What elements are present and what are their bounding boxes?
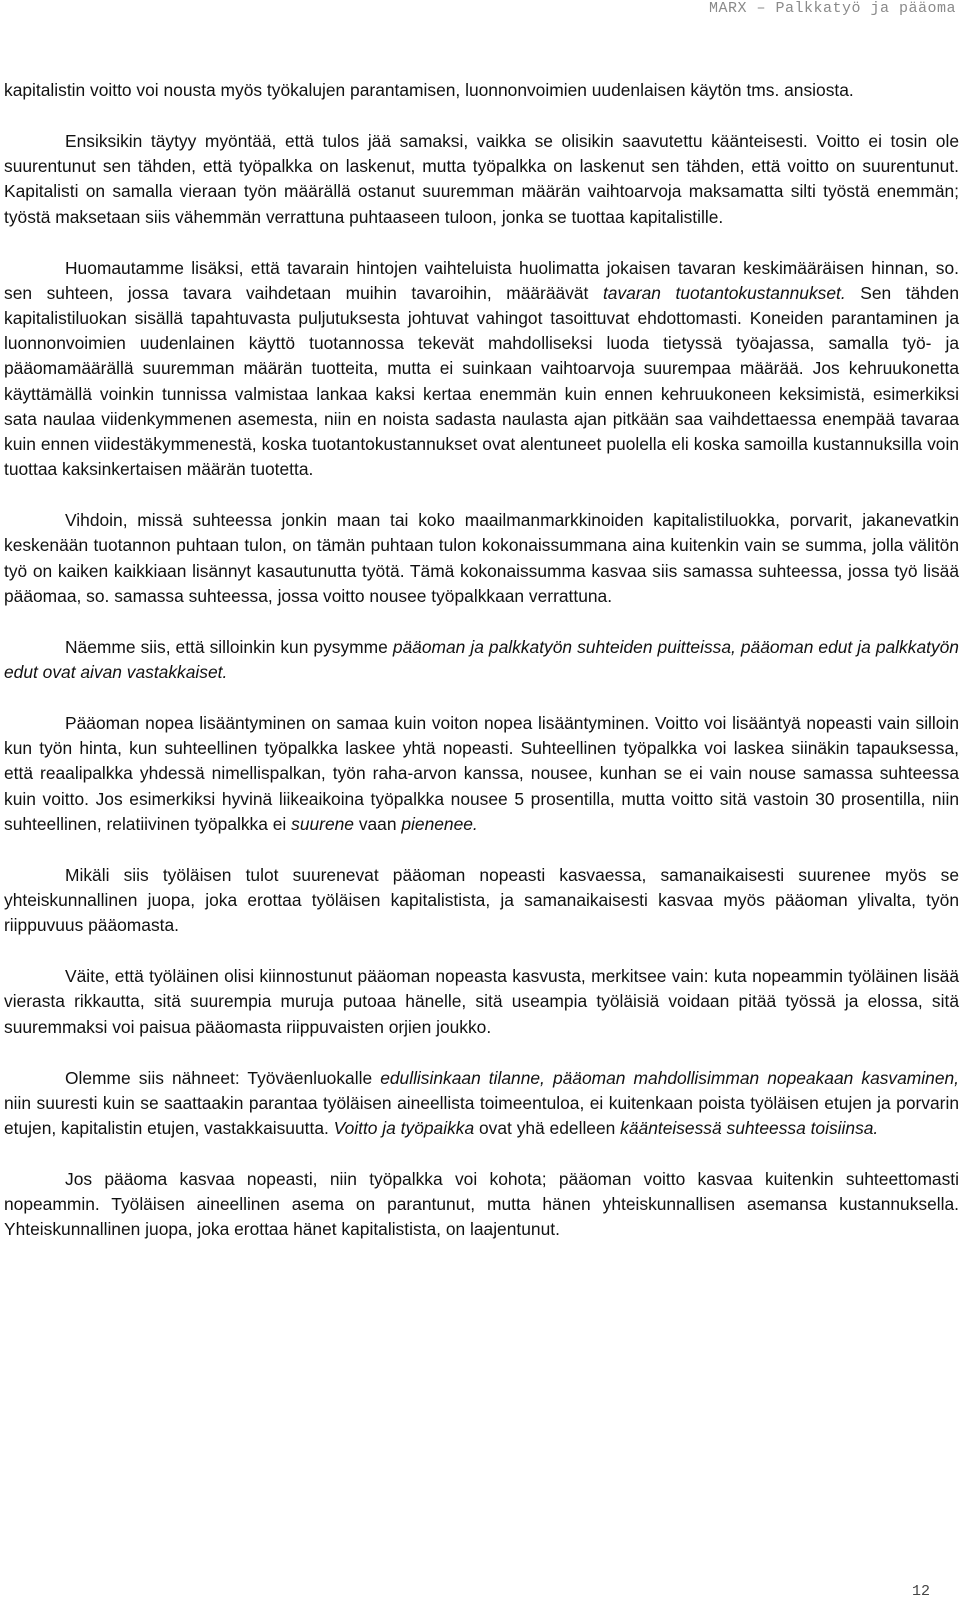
text-run: ovat yhä edelleen — [474, 1118, 621, 1139]
text-run: Pääoman nopea lisääntyminen on samaa kuin voiton nopea lisääntyminen. Voitto voi lisääntyä nopeasti vain silloin kun työn hinta, kun suhteellinen työpalkka laskee yhtä nopeasti. Suhteellinen työpalkka voi laskea siinäkin tapauksessa, että reaalipalkka yhdessä nimellispalkan, työn raha-arvon kanssa, nousee, kunhan se ei vain nouse samassa suhteessa kuin voitto. Jos esimerkiksi hyvinä liikeaikoina työpalkka nousee 5 prosentilla, mutta voitto sitä vastoin 30 prosentilla, niin suhteellinen, relatiivinen työpalkka ei — [4, 713, 959, 834]
text-run: Näemme siis, että silloinkin kun pysymme — [65, 636, 393, 657]
running-header: MARX – Palkkatyö ja pääoma — [708, 0, 956, 17]
paragraph — [4, 964, 959, 1040]
italic-text: tavaran tuotantokustannukset. — [602, 282, 846, 303]
italic-text: edullisinkaan tilanne, pääoman mahdollisimman nopeakaan kasvaminen, — [380, 1067, 959, 1088]
text-run: Mikäli siis työläisen tulot suurenevat pääoman nopeasti kasvaessa, samanaikaisesti suurenee myös se yhteiskunnallinen juopa, joka erottaa työläisen kapitalistista, ja samanaikaisesti kasvaa myös pääoman ylivalta, työn riippuvuus pääomasta. — [4, 864, 959, 936]
text-run: Väite, että työläinen olisi kiinnostunut pääoman nopeasta kasvusta, merkitsee vain: kuta nopeammin työläinen lisää vierasta rikkautta, sitä suurempia muruja putoaa hänelle, sitä useampia työläisiä voidaan pitää työssä ja elossa, sitä suuremmaksi voi paisua pääomasta riippuvaisten orjien joukko. — [4, 966, 959, 1037]
italic-text: suurene — [291, 813, 354, 834]
text-run: niin suuresti kuin se saattaakin parantaa työläisen aineellista toimeentuloa, ei kuitenkaan poista työläisen etujen ja porvarin etujen, kapitalistin etujen, vastakkaisuutta. — [4, 1092, 959, 1139]
italic-text: pienenee. — [401, 813, 478, 834]
text-run: Ensiksikin täytyy myöntää, että tulos jää samaksi, vaikka se olisikin saavutettu käänteisesti. Voitto ei tosin ole suurentunut sen tähden, että työpalkka on laskenut, mutta työpalkka on laskenut sen tähden, että voitto on suurentunut. Kapitalisti on samalla vieraan työn määrällä ostanut suuremman määrän vaihtoarvoja maksamatta silti työstä enemmän; työstä maksetaan siis vähemmän verrattuna puhtaaseen tuloon, jonka se tuottaa kapitalistille. — [4, 131, 959, 227]
paragraph — [4, 711, 959, 837]
text-run: Vihdoin, missä suhteessa jonkin maan tai koko maailmanmarkkinoiden kapitalistiluokka, porvarit, jakanevatkin keskenään tuotannon puhtaan tulon, on tämän puhtaan tulon kokonaissummana aina kuitenkin vain se summa, jolla välitön työ on kaiken kaikkiaan lisännyt kasautunutta työtä. Tämä kokonaissumma kasvaa siis samassa suhteessa, jossa työ lisää pääomaa, so. samassa suhteessa, jossa voitto nousee työpalkkaan verrattuna. — [4, 510, 959, 606]
text-run: Jos pääoma kasvaa nopeasti, niin työpalkka voi kohota; pääoman voitto kasvaa kuitenkin suhteettomasti nopeammin. Työläisen aineellinen asema on parantunut, mutta hänen yhteiskunnallisen asemansa kustannuksella. Yhteiskunnallinen juopa, joka erottaa hänet kapitalistista, on laajentunut. — [4, 1169, 959, 1240]
paragraph — [4, 635, 959, 685]
italic-text: pääoman ja palkkatyön suhteiden puitteissa, pääoman edut ja palkkatyön edut ovat aivan vastakkaiset. — [4, 636, 959, 683]
paragraph — [4, 863, 959, 939]
text-run: Olemme siis nähneet: Työväenluokalle — [65, 1067, 381, 1088]
paragraph — [4, 256, 959, 483]
italic-text: käänteisessä suhteessa toisiinsa. — [620, 1118, 879, 1139]
document-body — [4, 78, 959, 1268]
text-run: Sen tähden kapitalistiluokan sisällä tapahtuvasta puljutuksesta johtuvat vahingot tasoittuvat ehdottomasti. Koneiden parantaminen ja luonnonvoimien uudenlainen käyttö tuotannossa tekevät mahdolliseksi luoda tietyssä työajassa, samalla työ- ja pääomamäärällä suuremman määrän tuotteita, mutta ei suinkaan vaihtoarvoja suurempaa määrää. Jos kehruukonetta käyttämällä voinkin tunnissa valmistaa lankaa kaksi kertaa enemmän kuin ennen kehruukoneen keksimistä, esimerkiksi sata naulaa viidenkymmenen asemesta, niin en noista sadasta naulasta ajan pitkään saa vaihdettaessa enempää tavaraa kuin ennen viidestäkymmenestä, koska tuotantokustannukset ovat alentuneet puolella eli koska samoilla kustannuksilla voin tuottaa kaksinkertaisen määrän tuotetta. — [4, 282, 959, 480]
text-run: vaan — [353, 813, 402, 834]
paragraph — [4, 129, 959, 230]
text-run: kapitalistin voitto voi nousta myös työkalujen parantamisen, luonnonvoimien uudenlaisen käytön tms. ansiosta. — [4, 80, 854, 100]
paragraph — [4, 508, 959, 609]
text-run: Huomautamme lisäksi, että tavarain hintojen vaihteluista huolimatta jokaisen tavaran keskimääräisen hinnan, so. sen suhteen, jossa tavara vaihdetaan muihin tavaroihin, määräävät — [4, 257, 959, 303]
paragraph — [4, 78, 959, 103]
paragraph — [4, 1167, 959, 1243]
paragraph — [4, 1066, 959, 1142]
page-number: 12 — [911, 1583, 930, 1600]
italic-text: Voitto ja työpaikka — [333, 1118, 475, 1139]
